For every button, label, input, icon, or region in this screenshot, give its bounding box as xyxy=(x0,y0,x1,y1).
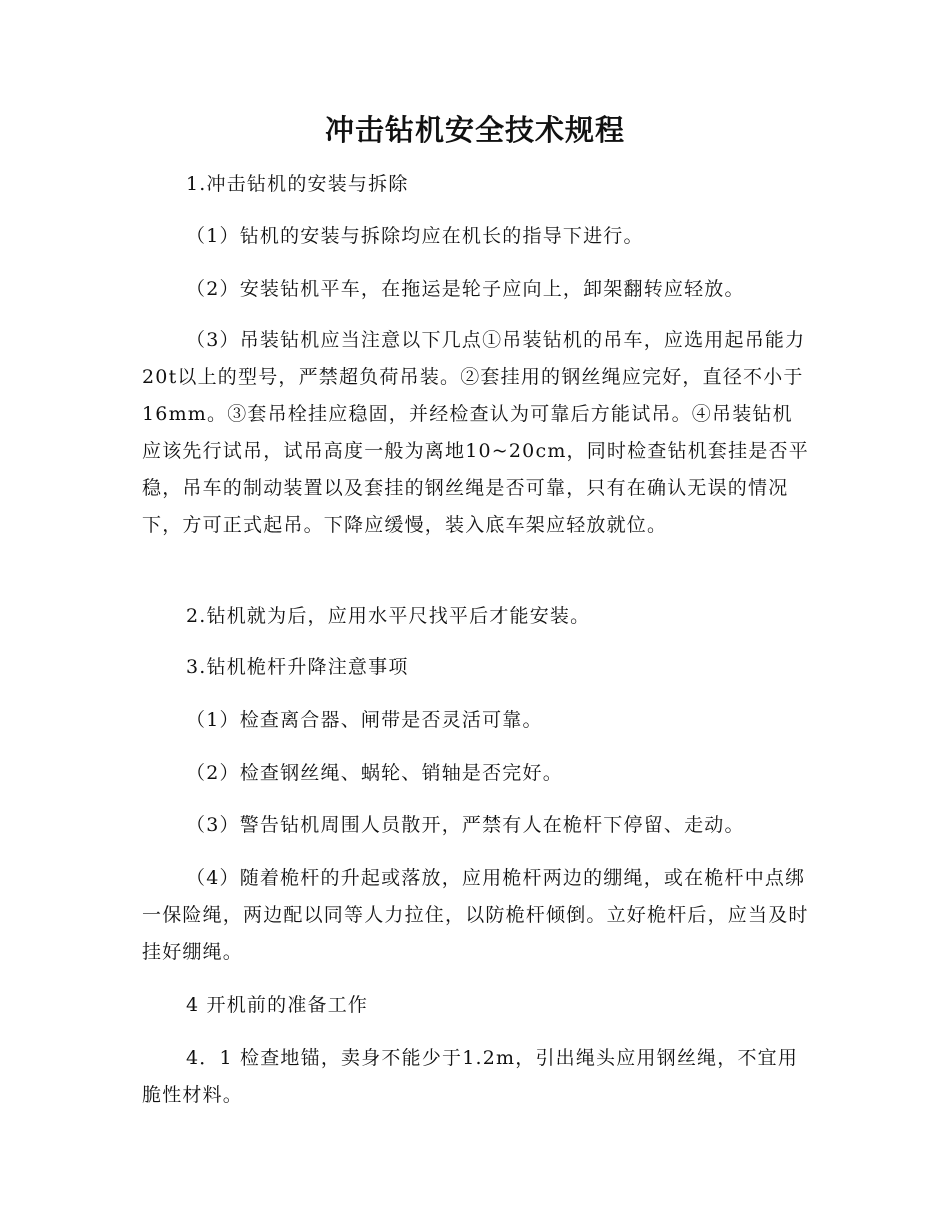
paragraph-3-4: （4）随着桅杆的升起或落放，应用桅杆两边的绷绳，或在桅杆中点绑一保险绳，两边配以同等人力拉住，以防桅杆倾倒。立好桅杆后，应当及时挂好绷绳。 xyxy=(142,867,809,963)
paragraph-1-2: （2）安装钻机平车，在拖运是轮子应向上，卸架翻转应轻放。 xyxy=(186,278,745,300)
paragraph-section-1-heading: 1.冲击钻机的安装与拆除 xyxy=(186,173,409,195)
paragraph-section-2: 2.钻机就为后，应用水平尺找平后才能安装。 xyxy=(186,605,591,627)
paragraph-3-2: （2）检查钢丝绳、蜗轮、销轴是否完好。 xyxy=(186,762,563,784)
paragraph-section-3-heading: 3.钻机桅杆升降注意事项 xyxy=(186,656,409,678)
paragraph-section-4-heading: 4 开机前的准备工作 xyxy=(186,994,369,1016)
paragraph-1-1: （1）钻机的安装与拆除均应在机长的指导下进行。 xyxy=(186,225,644,247)
paragraph-3-1: （1）检查离合器、闸带是否灵活可靠。 xyxy=(186,709,543,731)
paragraph-3-3: （3）警告钻机周围人员散开，严禁有人在桅杆下停留、走动。 xyxy=(186,814,745,836)
paragraph-1-3: （3）吊装钻机应当注意以下几点①吊装钻机的吊车，应选用起吊能力20t以上的型号，严禁超负荷吊装。②套挂用的钢丝绳应完好，直径不小于16mm。③套吊栓挂应稳固，并经检查认为可靠后方能试吊。④吊装钻机应该先行试吊，试吊高度一般为离地10~20cm，同时检查钻机套挂是否平稳，吊车的制动装置以及套挂的钢丝绳是否可靠，只有在确认无误的情况下，方可正式起吊。下降应缓慢，装入底车架应轻放就位。 xyxy=(142,329,809,536)
document-title: 冲击钻机安全技术规程 xyxy=(324,113,625,147)
paragraph-4-1: 4．1 检查地锚，卖身不能少于1.2m，引出绳头应用钢丝绳，不宜用脆性材料。 xyxy=(142,1047,799,1106)
